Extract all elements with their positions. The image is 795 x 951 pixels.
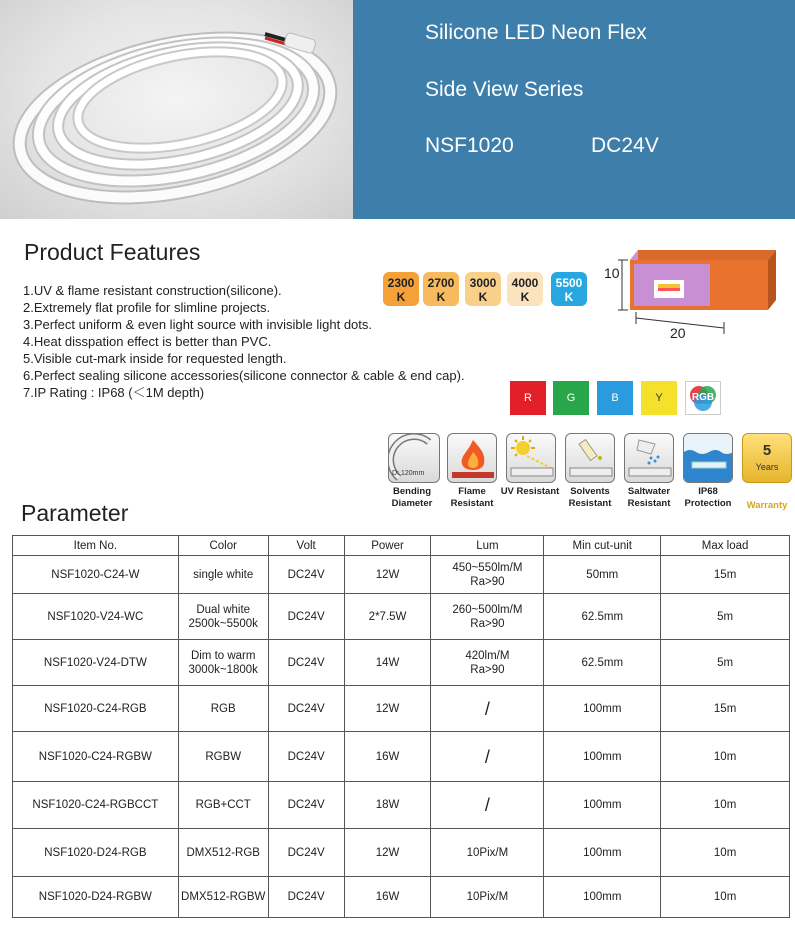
table-cell: DC24V — [268, 732, 344, 782]
table-cell: 12W — [344, 556, 431, 594]
color-chip-green: G — [553, 381, 589, 415]
table-cell: 16W — [344, 732, 431, 782]
warranty-badge-icon — [742, 433, 792, 483]
table-cell: 10m — [661, 732, 790, 782]
table-row — [13, 686, 790, 732]
table-row — [13, 640, 790, 686]
cct-chip-5500 — [551, 272, 587, 306]
table-cell: 10m — [661, 829, 790, 877]
feature-item: 6.Perfect sealing silicone accessories(silicone connector & cable & end cap). — [23, 368, 465, 383]
table-cell: DMX512-RGB — [178, 829, 268, 877]
table-cell: 10Pix/M — [431, 829, 544, 877]
water-ip68-icon — [683, 433, 733, 483]
title-banner — [353, 0, 795, 219]
cct-value: 2700 — [427, 276, 455, 290]
table-cell: DC24V — [268, 782, 344, 829]
table-cell: 260~500lm/M Ra>90 — [431, 594, 544, 640]
table-cell: 18W — [344, 782, 431, 829]
table-cell: 10m — [661, 782, 790, 829]
table-cell: / — [431, 732, 544, 782]
table-row — [13, 556, 790, 594]
table-cell: DC24V — [268, 640, 344, 686]
table-cell: 5m — [661, 594, 790, 640]
profile-height-label: 10 — [604, 265, 620, 281]
model-number: NSF1020 — [425, 134, 514, 157]
bending-caption: D: 120mm — [392, 470, 425, 477]
solvents-icon — [565, 433, 615, 483]
feature-item: 5.Visible cut-mark inside for requested length. — [23, 351, 287, 366]
table-row — [13, 829, 790, 877]
parameter-table-body — [13, 556, 790, 918]
table-cell: DC24V — [268, 877, 344, 918]
cct-unit: K — [396, 290, 406, 304]
table-cell: single white — [178, 556, 268, 594]
table-cell: 100mm — [544, 732, 661, 782]
table-cell: DMX512-RGBW — [178, 877, 268, 918]
icon-label-ip68: IP68 Protection — [684, 486, 732, 509]
table-cell: RGB+CCT — [178, 782, 268, 829]
table-cell: 5m — [661, 640, 790, 686]
cct-unit: K — [564, 290, 574, 304]
cct-chip-3000 — [465, 272, 501, 306]
icon-label-flame: Flame Resistant — [450, 486, 494, 509]
table-cell: 15m — [661, 686, 790, 732]
cct-chip-2300 — [383, 272, 419, 306]
bending-diameter-icon — [388, 433, 440, 483]
cct-value: 5500 — [555, 276, 583, 290]
table-cell: / — [431, 782, 544, 829]
cct-value: 2300 — [387, 276, 415, 290]
cct-unit: K — [436, 290, 446, 304]
warranty-years-number: 5 — [762, 442, 772, 459]
table-header-row — [13, 536, 790, 556]
table-cell: 100mm — [544, 829, 661, 877]
parameter-table — [12, 535, 790, 918]
table-cell: 100mm — [544, 686, 661, 732]
table-cell: / — [431, 686, 544, 732]
table-cell: 100mm — [544, 782, 661, 829]
table-cell: 12W — [344, 686, 431, 732]
table-cell: 50mm — [544, 556, 661, 594]
table-row — [13, 732, 790, 782]
table-cell: NSF1020-V24-WC — [13, 594, 179, 640]
table-cell: DC24V — [268, 594, 344, 640]
warranty-years-unit: Years — [755, 462, 779, 472]
feature-item: 4.Heat disspation effect is better than PVC. — [23, 334, 272, 349]
parameter-heading: Parameter — [21, 500, 129, 526]
table-cell: NSF1020-C24-RGB — [13, 686, 179, 732]
product-photo — [0, 0, 353, 219]
icon-label-uv: UV Resistant — [500, 486, 560, 497]
column-header: Max load — [661, 536, 790, 556]
table-cell: 14W — [344, 640, 431, 686]
table-cell: 10Pix/M — [431, 877, 544, 918]
table-cell: 10m — [661, 877, 790, 918]
table-cell: Dim to warm 3000k~1800k — [178, 640, 268, 686]
table-cell: 15m — [661, 556, 790, 594]
table-cell: 420lm/M Ra>90 — [431, 640, 544, 686]
table-row — [13, 877, 790, 918]
table-cell: RGBW — [178, 732, 268, 782]
voltage: DC24V — [591, 134, 659, 157]
table-cell: NSF1020-C24-RGBW — [13, 732, 179, 782]
cct-chip-2700 — [423, 272, 459, 306]
feature-item: 3.Perfect uniform & even light source with invisible light dots. — [23, 317, 373, 332]
table-cell: NSF1020-C24-RGBCCT — [13, 782, 179, 829]
features-heading: Product Features — [24, 239, 201, 265]
table-cell: 12W — [344, 829, 431, 877]
icon-label-solvents: Solvents Resistant — [568, 486, 612, 509]
color-chip-blue: B — [597, 381, 633, 415]
table-cell: 450~550lm/M Ra>90 — [431, 556, 544, 594]
feature-item: 2.Extremely flat profile for slimline projects. — [23, 300, 271, 315]
saltwater-icon — [624, 433, 674, 483]
table-cell: DC24V — [268, 686, 344, 732]
icon-label-bending: Bending Diameter — [391, 486, 433, 509]
color-chip-yellow: Y — [641, 381, 677, 415]
rgb-label: RGB — [691, 392, 715, 403]
table-cell: 100mm — [544, 877, 661, 918]
column-header: Power — [344, 536, 431, 556]
column-header: Volt — [268, 536, 344, 556]
feature-item: 7.IP Rating : IP68 (＜1M depth) — [23, 385, 205, 400]
cct-unit: K — [478, 290, 488, 304]
table-cell: NSF1020-C24-W — [13, 556, 179, 594]
icon-label-saltwater: Saltwater Resistant — [627, 486, 671, 509]
profile-diagram — [596, 240, 781, 345]
table-cell: DC24V — [268, 556, 344, 594]
table-cell: 16W — [344, 877, 431, 918]
cct-chip-4000 — [507, 272, 543, 306]
profile-width-label: 20 — [670, 325, 686, 341]
table-cell: NSF1020-D24-RGBW — [13, 877, 179, 918]
sun-uv-icon — [506, 433, 556, 483]
product-title: Silicone LED Neon Flex — [425, 21, 647, 44]
table-row — [13, 782, 790, 829]
table-cell: 2*7.5W — [344, 594, 431, 640]
table-row — [13, 594, 790, 640]
column-header: Color — [178, 536, 268, 556]
column-header: Min cut-unit — [544, 536, 661, 556]
cct-value: 4000 — [511, 276, 539, 290]
neon-coil-image — [0, 0, 353, 219]
column-header: Lum — [431, 536, 544, 556]
table-cell: NSF1020-V24-DTW — [13, 640, 179, 686]
flame-icon — [447, 433, 497, 483]
feature-item: 1.UV & flame resistant construction(silicone). — [23, 283, 282, 298]
color-chip-rgb — [685, 381, 721, 415]
table-cell: Dual white 2500k~5500k — [178, 594, 268, 640]
column-header: Item No. — [13, 536, 179, 556]
icon-label-warranty: Warranty — [746, 500, 788, 511]
color-chip-red: R — [510, 381, 546, 415]
series-name: Side View Series — [425, 78, 584, 101]
table-cell: NSF1020-D24-RGB — [13, 829, 179, 877]
table-cell: 62.5mm — [544, 640, 661, 686]
cct-unit: K — [520, 290, 530, 304]
table-cell: DC24V — [268, 829, 344, 877]
table-cell: RGB — [178, 686, 268, 732]
cct-value: 3000 — [469, 276, 497, 290]
table-cell: 62.5mm — [544, 594, 661, 640]
